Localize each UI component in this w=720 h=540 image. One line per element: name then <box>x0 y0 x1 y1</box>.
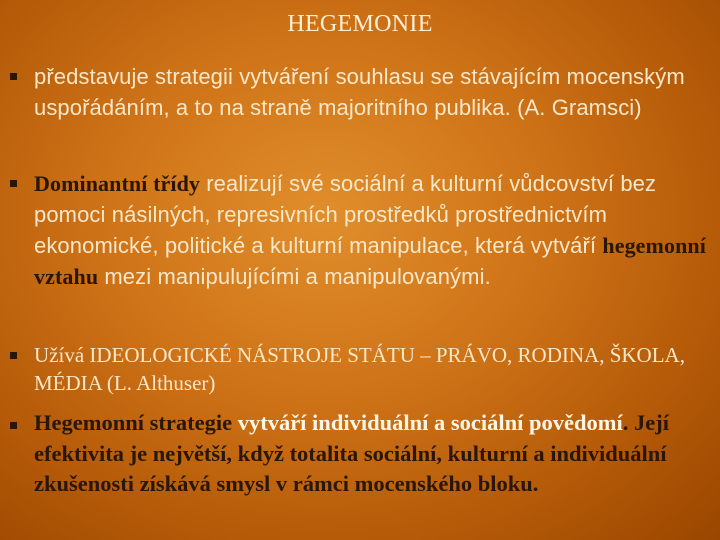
square-bullet-icon <box>10 352 17 359</box>
bullet-text-part: mezi manipulujícími a manipulovanými. <box>98 264 491 289</box>
bullet-text <box>34 408 716 500</box>
square-bullet-icon <box>10 73 17 80</box>
emphasis-text: hegemonní vztahu <box>34 233 706 289</box>
square-bullet-icon <box>10 180 17 187</box>
bullet-text <box>34 168 716 292</box>
bullet-text-part: Její efektivita je největší, když totalita sociální, kulturní a individuální zkušenosti získává smysl v rámci mocenského bloku. <box>34 410 670 496</box>
emphasis-text: Dominantní třídy <box>34 171 201 196</box>
bullet-text-part: realizují své sociální a kulturní vůdcovství bez pomoci násilných, represivních prostředků prostřednictvím ekonomické, politické a kulturní manipulace, která vytváří <box>34 171 657 258</box>
emphasis-text: Hegemonní strategie <box>34 410 233 435</box>
bullet-text-part: . <box>622 410 629 435</box>
bullet-text-part: vytváří individuální a sociální povědomí <box>232 410 623 435</box>
square-bullet-icon <box>10 422 17 429</box>
slide-title: HEGEMONIE <box>287 11 433 37</box>
bullet-text: představuje strategii vytváření souhlasu se stávajícím mocenským uspořádáním, a to na straně majoritního publika. (A. Gramsci) <box>34 64 685 120</box>
bullet-text: Užívá IDEOLOGICKÉ NÁSTROJE STÁTU – PRÁVO, RODINA, ŠKOLA, MÉDIA (L. Althuser) <box>34 343 685 395</box>
